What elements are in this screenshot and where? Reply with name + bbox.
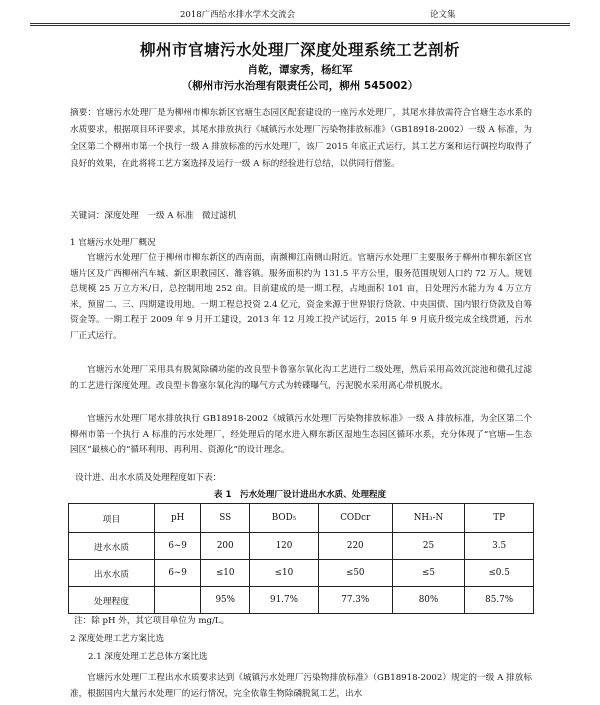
- table-cell: 出水水质: [69, 560, 155, 587]
- table-cell: 220: [318, 533, 392, 560]
- header-left: 2018广西给水排水学术交流会: [180, 10, 296, 20]
- table-row: [69, 533, 534, 560]
- abstract: 摘要：官塘污水处理厂是为柳州市柳东新区官塘生态园区配套建设的一座污水处理厂，其尾水排放需符合官塘生态水系的水质要求，根据项目环评要求，其尾水排放执行《城镇污水处理厂污染物排放标准》（GB18918-2002）一级 A 标准，为全区第二个柳州市第一个执行一级 A 排放标准的污水处理厂，该厂 2015 年底正式运行，其工艺方案和运行调控均取得了良好的效果，在此将将工艺方案选择及运行一级 A 标的经验进行总结，以供同行借鉴。: [70, 108, 532, 169]
- table-cell: 6~9: [154, 560, 200, 587]
- table-cell: 进水水质: [69, 533, 155, 560]
- section-1-paragraph-4: 设计进、出水水质及处理程度如下表：: [75, 473, 222, 483]
- table-cell: 91.7%: [250, 587, 319, 614]
- table-cell: 6~9: [154, 533, 200, 560]
- table-cell: ≤50: [318, 560, 392, 587]
- table-cell: 200: [201, 533, 250, 560]
- table-cell: 77.3%: [318, 587, 392, 614]
- table-cell: 80%: [392, 587, 465, 614]
- section-1-paragraph-3: 官塘污水处理厂尾水排放执行 GB18918-2002《城镇污水处理厂污染物排放标准》一级 A 排放标准，为全区第二个柳州市第一个执行 A 标准的污水处理厂，经处理后的尾水进入柳东新区湿地生态园区循环水系，充分体现了“官塘—生态园区”最核心的“循环利用、再利用、资源化”的设计理念。: [70, 414, 532, 455]
- table-cell: 85.7%: [465, 587, 534, 614]
- table-note: 注：除 pH 外，其它项目单位为 mg/L。: [74, 616, 230, 626]
- header-right: 论文集: [430, 10, 456, 20]
- table-row: [69, 560, 534, 587]
- keywords: 关键词：深度处理 一级 A 标准 微过滤机: [70, 211, 237, 221]
- table-cell: 3.5: [465, 533, 534, 560]
- header-rule: [30, 23, 570, 26]
- table-row: [69, 587, 534, 614]
- table-cell: 95%: [201, 587, 250, 614]
- section-2-heading: 2 深度处理工艺方案比选: [70, 634, 165, 644]
- section-2-paragraph-1: 官塘污水处理厂工程出水水质要求达到《城镇污水处理厂污染物排放标准》（GB18918-2002）规定的一级 A 排放标准，根据国内大量污水处理厂的运行情况，完全依靠生物除磷脱氮工艺，出水: [70, 673, 532, 699]
- table-header-row: [69, 504, 534, 533]
- section-1-paragraph-1: 官塘污水处理厂位于柳州市柳东新区的西南面，南濒柳江南侧山附近。官塘污水处理厂主要服务于柳州市柳东新区官塘片区及广西柳州汽车城、新区职教园区、雒容镇。服务面积约为 131.5 平方公里，服务范围规划人口约 72 万人。规划总规模 25 万立方米/日，总控制用地 252 亩。目前建成的是一期工程，占地面积 101 亩，日处理污水能力为 4 万立方米，预留二、三、四期建设用地。一期工程总投资 2.4 亿元，资金来源于世界银行贷款、中央国债、国内银行贷款及自筹资金等。一期工程于 2009 年 9 月开工建设，2013 年 12 月竣工投产试运行，2015 年 9 月底升级完成全线贯通，污水厂正式运行。: [70, 253, 532, 341]
- running-header: [30, 6, 570, 22]
- authors: 肖乾，谭家秀，杨红军: [247, 64, 353, 76]
- table-caption: 表 1 污水处理厂设计进出水水质、处理程度: [213, 490, 387, 500]
- table-header-cell: BOD₅: [250, 504, 319, 533]
- table-cell: 处理程度: [69, 587, 155, 614]
- table-header-cell: NH₃-N: [392, 504, 465, 533]
- section-1-paragraph-2: 官塘污水处理厂采用具有脱氮除磷功能的改良型卡鲁塞尔氧化沟工艺进行二级处理，然后采用高效沉淀池和微孔过滤的工艺进行深度处理。改良型卡鲁塞尔氧化沟的曝气方式为转碟曝气，污泥脱水采用离心带机脱水。: [70, 365, 532, 391]
- table-header-cell: pH: [154, 504, 200, 533]
- table-cell: ≤5: [392, 560, 465, 587]
- table-header-cell: CODcr: [318, 504, 392, 533]
- table-cell: 25: [392, 533, 465, 560]
- paper-title: 柳州市官塘污水处理厂深度处理系统工艺剖析: [139, 41, 460, 59]
- table-cell: ≤10: [201, 560, 250, 587]
- table-cell: [154, 587, 200, 614]
- table-header-cell: SS: [201, 504, 250, 533]
- affiliation: （柳州市污水治理有限责任公司，柳州 545002）: [181, 80, 419, 92]
- table-header-cell: 项目: [69, 504, 155, 533]
- section-1-heading: 1 官塘污水处理厂概况: [70, 238, 156, 248]
- table-header-cell: TP: [465, 504, 534, 533]
- section-2-1-heading: 2.1 深度处理工艺总体方案比选: [88, 652, 208, 662]
- water-quality-table: [68, 503, 534, 614]
- table-cell: ≤10: [250, 560, 319, 587]
- table-cell: ≤0.5: [465, 560, 534, 587]
- table-cell: 120: [250, 533, 319, 560]
